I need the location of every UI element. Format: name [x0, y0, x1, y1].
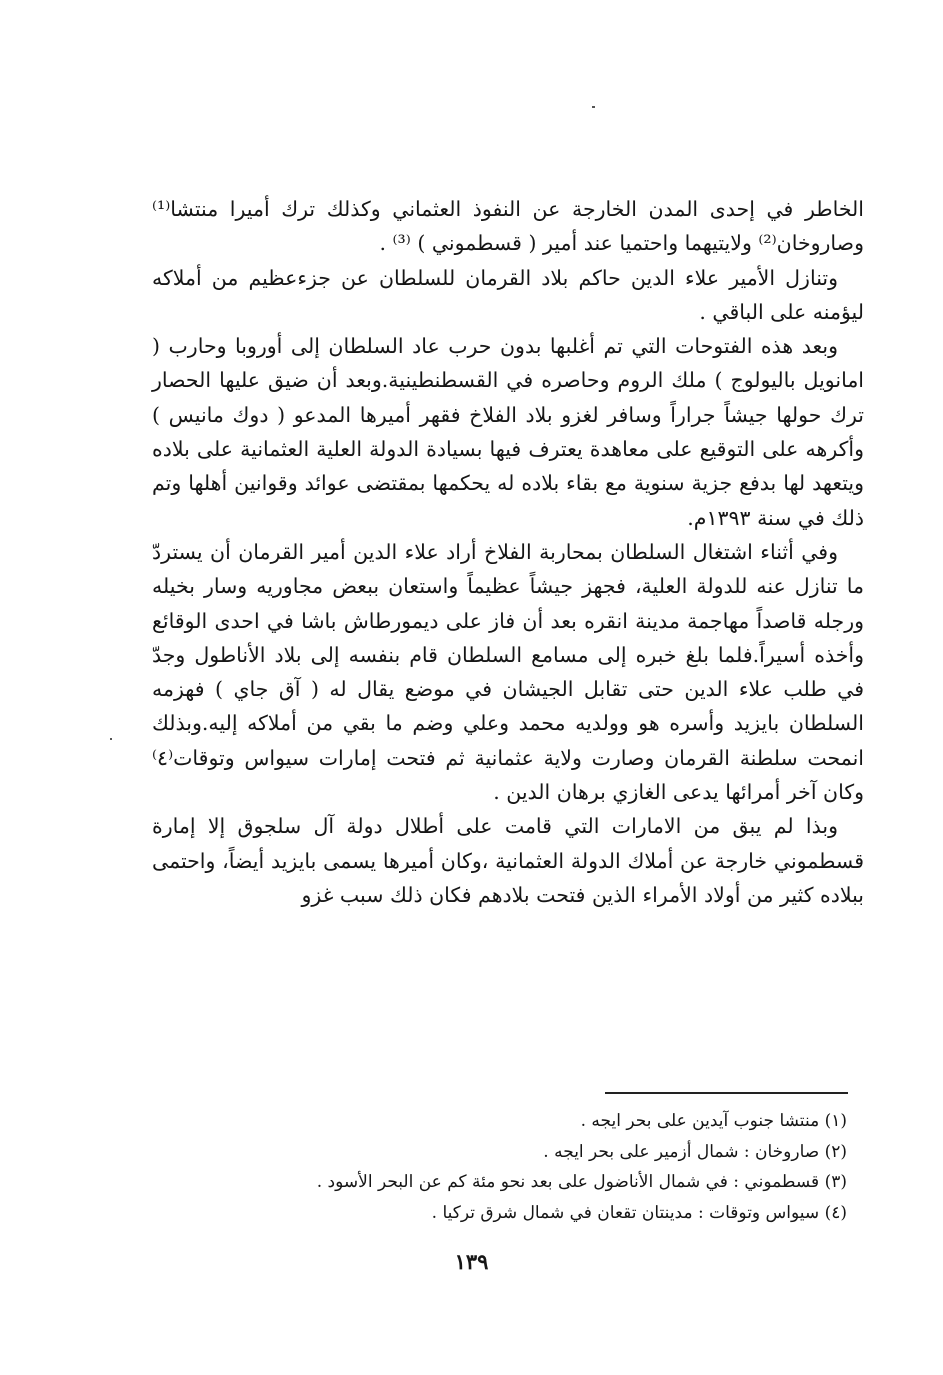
footnote: (١) منتشا جنوب آيدين على بحر ايجه . [580, 1111, 847, 1131]
footnote: (٢) صاروخان : شمال أزمير على بحر ايجه . [543, 1141, 847, 1162]
main-text [152, 192, 864, 912]
footnotes [207, 1106, 847, 1228]
paragraph: وبذا لم يبق من الامارات التي قامت على أطلال دولة آل سلجوق إلا إمارة قسطموني خارجة عن أملاك الدولة العثمانية ،وكان أميرها يسمى بايزيد أيضاً، واحتمى ببلاده كثير من أولاد الأمراء الذين فتحت بلادهم فكان ذلك سبب غزو [152, 814, 864, 907]
paragraph: وفي أثناء اشتغال السلطان بمحاربة الفلاخ أراد علاء الدين أمير القرمان أن يستردّ ما تنازل عنه للدولة العلية، فجهز جيشاً عظيماً واستعان ببعض مجاوريه وسار بخيله ورجله قاصداً مهاجمة مدينة انقره بعد أن فاز على ديمورطاش باشا في احدى الوقائع وأخذه أسيراً.فلما بلغ خبره إلى مسامع السلطان قام بنفسه إلى بلاد الأناطول وجدّ في طلب علاء الدين حتى تقابل الجيشان في موضع يقال له ( آق جاي ) فهزمه السلطان بايزيد وأسره هو وولديه محمد وعلي وضم ما بقي من أملاكه إليه.وبذلك انمحت سلطنة القرمان وصارت ولاية عثمانية ثم فتحت إمارات سيواس وتوقات⁽٤⁾ وكان آخر أمرائها يدعى الغازي برهان الدين . [152, 539, 864, 805]
page-number: ١٣٩ [454, 1249, 489, 1274]
scan-speck [110, 738, 112, 740]
scan-speck [592, 106, 595, 108]
paragraph: وتنازل الأمير علاء الدين حاكم بلاد القرمان للسلطان عن جزءعظيم من أملاكه ليؤمنه على الباقي . [152, 265, 864, 324]
paragraph: الخاطر في إحدى المدن الخارجة عن النفوذ العثماني وكذلك ترك أميرا منتشا⁽¹⁾ وصاروخان⁽²⁾ ولايتيهما واحتميا عند أمير ( قسطموني ) ⁽³⁾ . [152, 197, 864, 256]
paragraph: وبعد هذه الفتوحات التي تم أغلبها بدون حرب عاد السلطان إلى أوروبا وحارب ( امانويل باليولوج ) ملك الروم وحاصره في القسطنطينية.وبعد أن ضيق عليها الحصار ترك حولها جيشاً جراراً وسافر لغزو بلاد الفلاخ فقهر أميرها المدعو ( دوك مانيس ) وأكرهه على التوقيع على معاهدة يعترف فيها بسيادة الدولة العلية العثمانية على بلاده ويتعهد لها بدفع جزية سنوية مع بقاء بلاده له يحكمها بمقتضى عوائد وقوانين أهلها وتم ذلك في سنة ١٣٩٣م. [152, 334, 864, 530]
footnote: (٣) قسطموني : في شمال الأناضول على بعد نحو مئة كم عن البحر الأسود . [316, 1172, 847, 1192]
footnote: (٤) سيواس وتوقات : مدينتان تقعان في شمال شرق تركيا . [431, 1202, 847, 1223]
footnote-divider [605, 1092, 848, 1094]
